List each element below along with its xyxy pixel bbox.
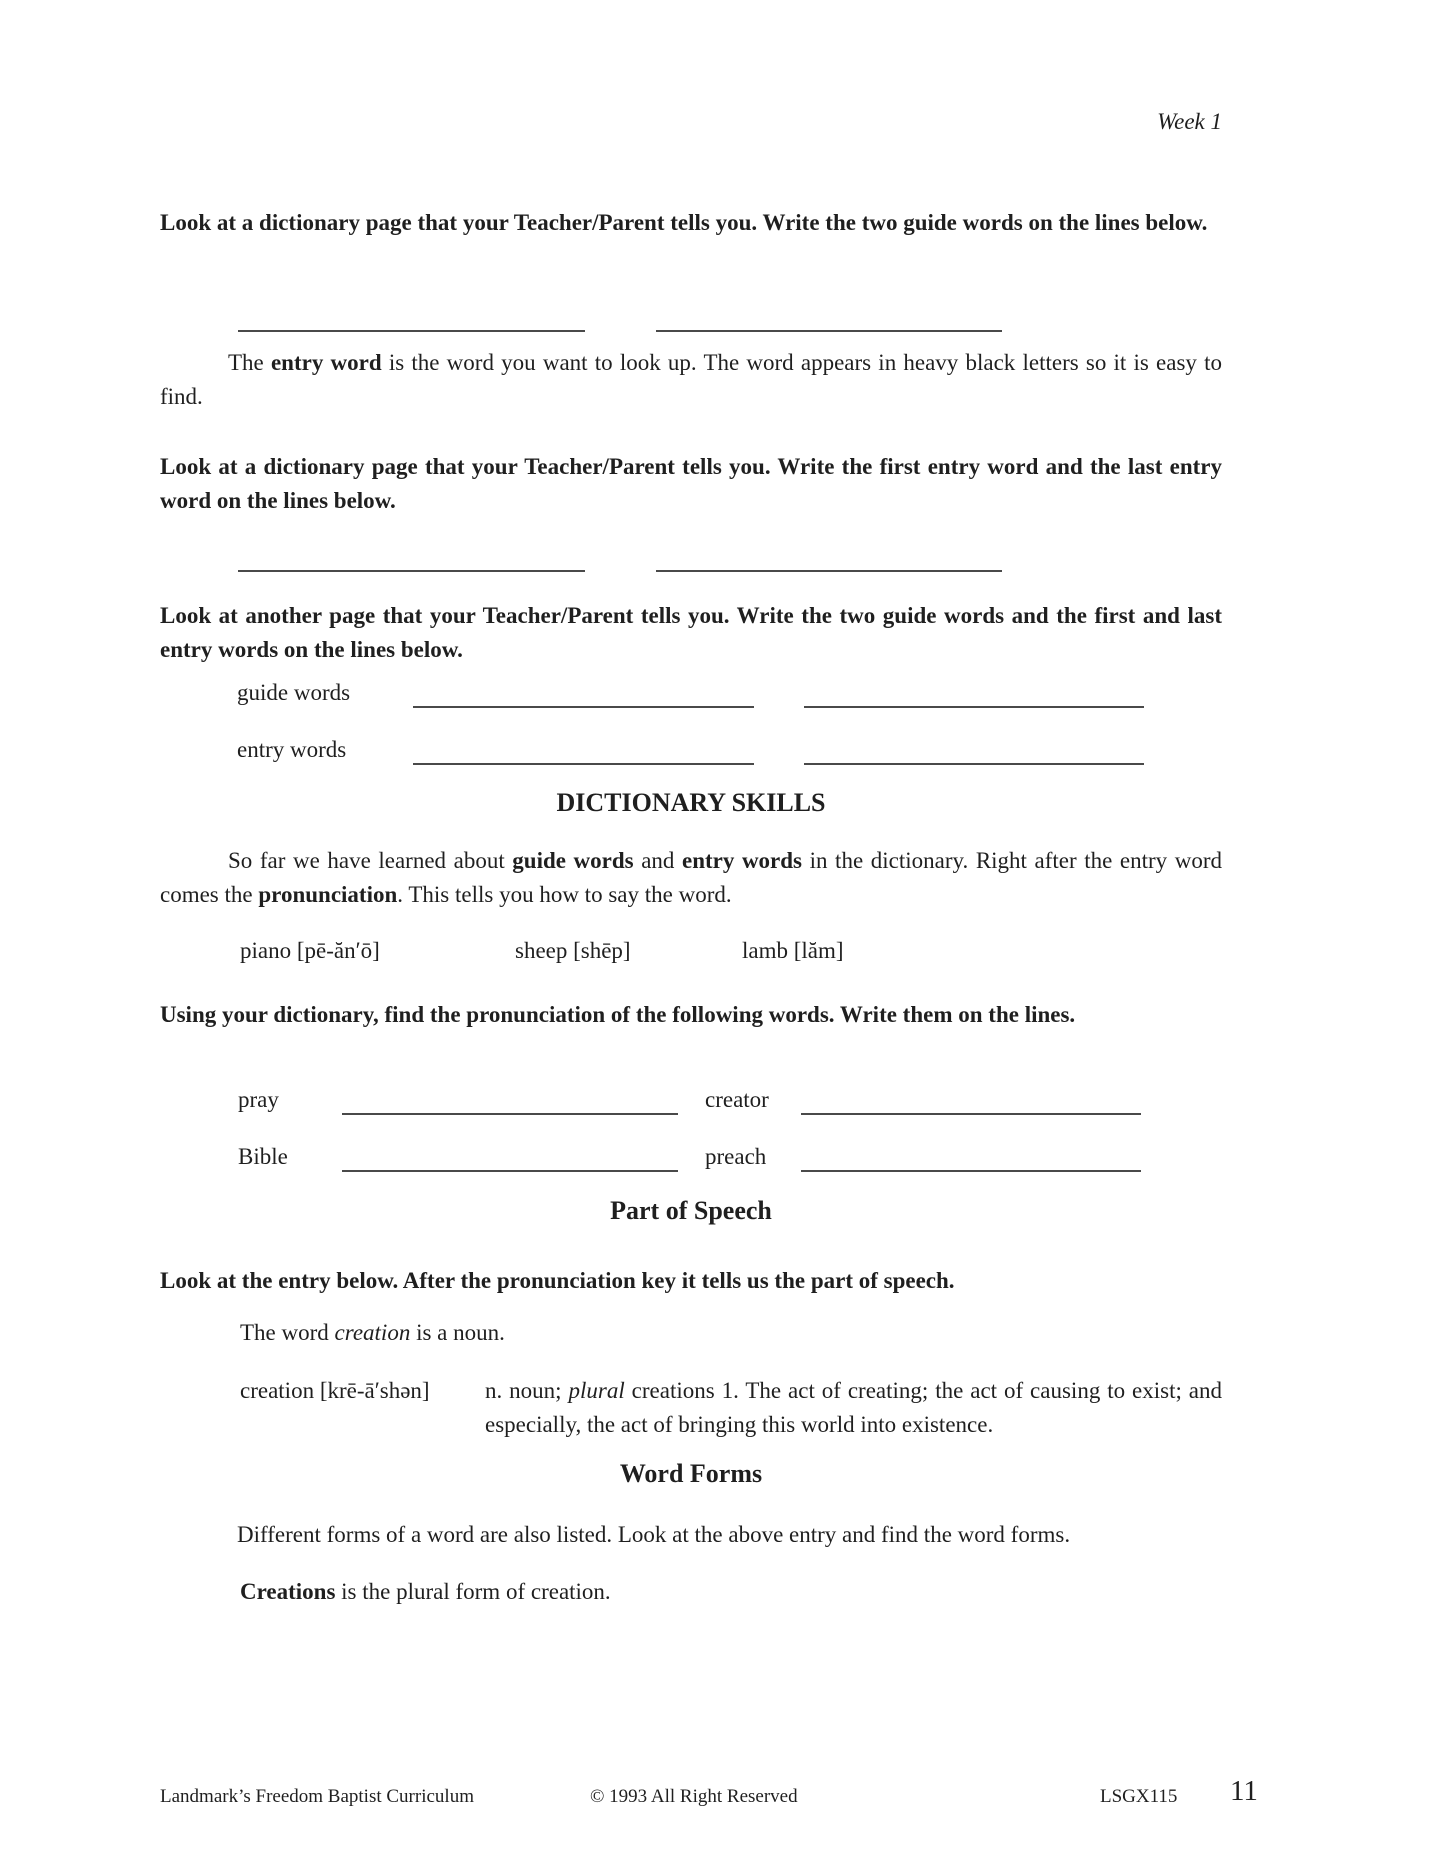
practice-row-2 <box>160 1140 1300 1174</box>
pronunciation-examples-row <box>160 934 1302 968</box>
word-forms-note: Different forms of a word are also listed. Look at the above entry and find the word forms. <box>237 1522 1071 1547</box>
write-line <box>342 1096 678 1115</box>
write-line <box>238 553 585 572</box>
creation-dictionary-entry <box>160 1374 1222 1442</box>
plural-label-italic: plural <box>568 1378 625 1403</box>
footer-curriculum-label: Landmark’s Freedom Baptist Curriculum <box>160 1786 474 1807</box>
dictionary-skills-intro <box>160 844 1222 912</box>
write-line <box>342 1153 678 1172</box>
word-preach-label: preach <box>705 1144 767 1169</box>
intro-text: and <box>633 848 682 873</box>
header-week-label: Week 1 <box>1157 109 1222 134</box>
write-line <box>801 1096 1141 1115</box>
entry-definition <box>485 1374 1222 1442</box>
plural-note <box>160 1575 1222 1609</box>
write-line <box>656 553 1002 572</box>
practice-row-1 <box>160 1083 1300 1117</box>
plural-note-text: is the plural form of creation. <box>335 1579 611 1604</box>
pronunciation-term: pronunciation <box>258 882 398 907</box>
entry-words-label: entry words <box>237 737 347 762</box>
intro-text: So far we have learned about <box>228 848 513 873</box>
noun-note-text: The word <box>240 1320 335 1345</box>
example-piano: piano [pē-ăn′ō] <box>240 938 380 963</box>
intro-text: . This tells you how to say the word. <box>397 882 732 907</box>
example-sheep: sheep [shēp] <box>515 938 631 963</box>
footer-copyright: © 1993 All Right Reserved <box>590 1786 798 1807</box>
task3-paragraph: Look at another page that your Teacher/Parent tells you. Write the two guide words and the first and last entry words on the lines below. <box>160 603 1222 662</box>
write-line <box>413 746 754 765</box>
write-line <box>238 313 585 332</box>
part-of-speech-task: Look at the entry below. After the pronunciation key it tells us the part of speech. <box>160 1268 955 1293</box>
write-line <box>804 746 1144 765</box>
noun-note <box>160 1316 1222 1350</box>
write-line <box>801 1153 1141 1172</box>
note-text: is the word you want to look up. The word appears in heavy black letters so it is easy to find. <box>160 350 1223 409</box>
part-of-speech-heading: Part of Speech <box>610 1196 772 1225</box>
write-line-pair-1 <box>160 300 1222 334</box>
definition-text: creations 1. The act of creating; the act of causing to exist; and especially, the act of bringing this world into existence. <box>485 1378 1223 1437</box>
note-text: The <box>228 350 271 375</box>
entry-word-note <box>160 346 1222 414</box>
intro-text: in the dictionary. Right after the entry word comes the <box>160 848 1222 907</box>
word-pray-label: pray <box>238 1087 279 1112</box>
entry-headword: creation [krē-ā′shən] <box>240 1378 430 1403</box>
noun-note-text: is a noun. <box>410 1320 505 1345</box>
task1-paragraph: Look at a dictionary page that your Teacher/Parent tells you. Write the two guide words on the lines below. <box>160 210 1208 235</box>
entry-words-term: entry words <box>682 848 803 873</box>
write-line <box>413 689 754 708</box>
write-line <box>804 689 1144 708</box>
creations-term-bold: Creations <box>240 1579 336 1604</box>
write-line-pair-2 <box>160 540 1222 574</box>
entry-word-term: entry word <box>270 350 382 375</box>
dictionary-skills-heading: DICTIONARY SKILLS <box>556 788 826 817</box>
entry-words-row <box>160 733 1299 767</box>
guide-words-label: guide words <box>237 680 351 705</box>
definition-text: n. noun; <box>485 1378 569 1403</box>
write-line <box>656 313 1002 332</box>
creation-word-italic: creation <box>334 1320 411 1345</box>
word-bible-label: Bible <box>238 1144 288 1169</box>
word-forms-heading: Word Forms <box>619 1459 763 1488</box>
guide-words-row <box>160 676 1299 710</box>
pronunciation-task-paragraph: Using your dictionary, find the pronunciation of the following words. Write them on the lines. <box>160 1002 1076 1027</box>
guide-words-term: guide words <box>512 848 634 873</box>
footer-page-number: 11 <box>1230 1775 1258 1807</box>
word-creator-label: creator <box>705 1087 769 1112</box>
example-lamb: lamb [lăm] <box>742 938 844 963</box>
task2-paragraph: Look at a dictionary page that your Teacher/Parent tells you. Write the first entry word and the last entry word on the lines below. <box>160 454 1222 513</box>
footer-code: LSGX115 <box>1100 1786 1178 1807</box>
